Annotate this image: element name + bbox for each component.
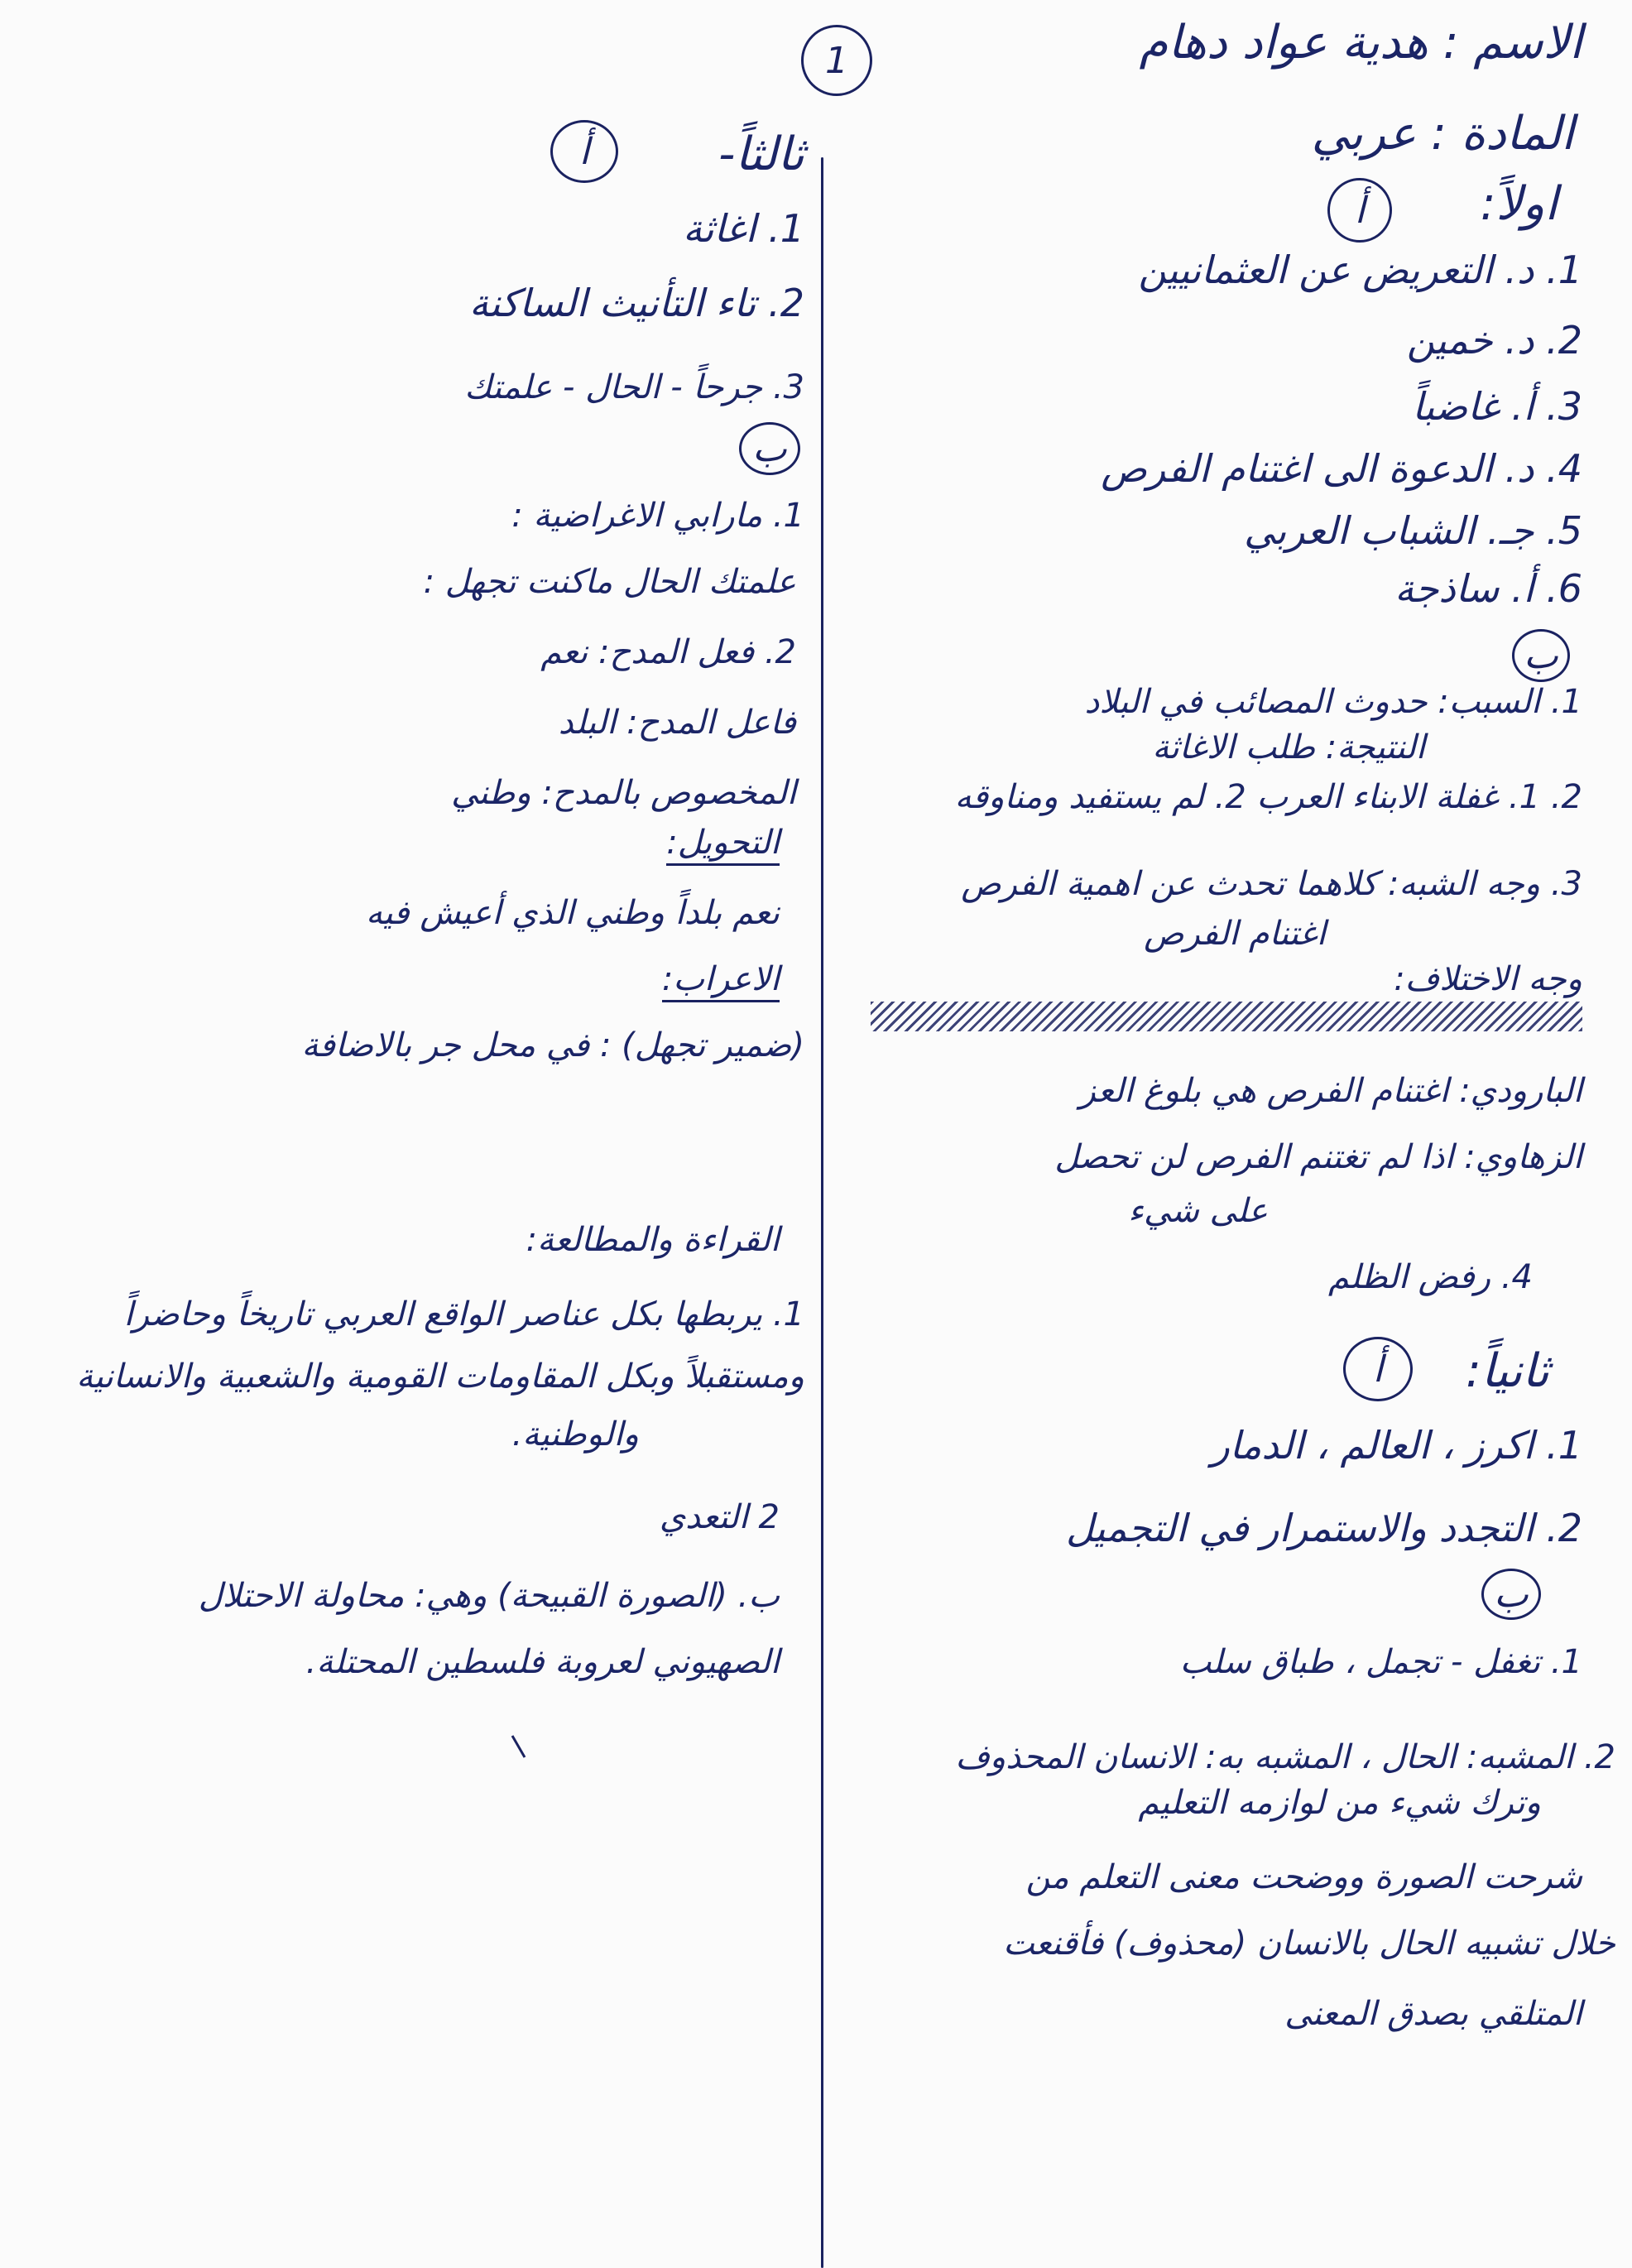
answer-1-1: 1. د. التعريض عن العثمانيين: [1138, 247, 1582, 292]
page-number: 1: [825, 39, 848, 82]
reading-1: 1. يربطها بكل عناصر الواقع العربي تاريخاً وحاضراً: [123, 1295, 804, 1333]
answer-b-2: 2. 1. غفلة الابناء العرب 2. لم يستفيد ومناوقه: [954, 778, 1582, 816]
section-two-b-mark: ب: [1481, 1569, 1541, 1620]
answer-3-2: 2. تاء التأنيث الساكنة: [468, 281, 804, 325]
tahweel-label: التحويل:: [666, 824, 780, 866]
answer-3b-1-cont: علمتك الحال ماكنت تجهل :: [423, 563, 796, 601]
reading-heading: القراءة والمطالعة:: [526, 1221, 780, 1259]
answer-2b-explain-3: المتلقي بصدق المعنى: [1284, 1995, 1582, 2033]
answer-b-3-zahawi: الزهاوي: اذا لم تغتنم الفرص لن تحصل: [1054, 1138, 1582, 1176]
crossed-out-line: [871, 1002, 1582, 1031]
subject-label: المادة : عربي: [1311, 107, 1574, 161]
answer-3b-2-obj: المخصوص بالمدح: وطني: [451, 774, 796, 812]
section-three-heading: ثالثاً-: [718, 127, 804, 181]
answer-2b-1: 1. تغفل - تجمل ، طباق سلب: [1179, 1643, 1582, 1681]
answer-b-3-barudi: البارودي: اغتنام الفرص هي بلوغ العز: [1079, 1072, 1582, 1110]
section-two-mark: أ: [1343, 1337, 1413, 1401]
section-two-heading: ثانياً:: [1465, 1344, 1549, 1398]
answer-3b-2-subj: فاعل المدح: البلد: [558, 704, 796, 742]
answer-2b-2-cont: وترك شيء من لوازمه التعليم: [1138, 1784, 1541, 1822]
answer-3b-1: 1. مارابي الاغراضية :: [511, 497, 804, 535]
column-divider: [821, 157, 823, 2268]
answer-3-1: 1. اغاثة: [683, 206, 804, 251]
pen-mark: [511, 1735, 526, 1757]
part-b-mark: ب: [1512, 629, 1570, 682]
answer-2b-explain-1: شرحت الصورة ووضحت معنى التعلم من: [1025, 1858, 1582, 1896]
taadi-1-cont: الصهيوني لعروبة فلسطين المحتلة.: [305, 1643, 780, 1681]
reading-1-end: والوطنية.: [511, 1415, 639, 1454]
iraab-text: (ضمير تجهل) : في محل جر بالاضافة: [301, 1026, 804, 1064]
section-one-mark: أ: [1327, 178, 1392, 243]
answer-b-3: 3. وجه الشبه: كلاهما تحدث عن اهمية الفرص: [961, 865, 1582, 903]
student-name: الاسم : هدية عواد دهام: [1139, 16, 1582, 70]
answer-b-4: 4. رفض الظلم: [1327, 1258, 1533, 1296]
section-three-mark: أ: [550, 120, 618, 183]
answer-1-4: 4. د. الدعوة الى اغتنام الفرص: [1101, 446, 1582, 491]
answer-3-3: 3. جرحاً - الحال - علمتك: [464, 368, 804, 406]
answer-2b-2: 2. المشبه: الحال ، المشبه به: الانسان المحذوف: [955, 1738, 1615, 1776]
answer-2-2: 2. التجدد والاستمرار في التجميل: [1065, 1506, 1582, 1550]
taadi-1: ب. (الصورة القبيحة) وهي: محاولة الاحتلال: [198, 1577, 780, 1615]
taadi-heading: 2 التعدي: [659, 1498, 780, 1536]
answer-b-1-result: النتيجة: طلب الاغاثة: [1152, 728, 1425, 766]
answer-b-3-diff: وجه الاختلاف:: [1394, 960, 1582, 998]
answer-1-6: 6. أ. ساذجة: [1394, 566, 1582, 611]
answer-b-3-zahawi-cont: على شيء: [1128, 1192, 1268, 1230]
answer-3b-2: 2. فعل المدح: نعم: [540, 633, 796, 671]
answer-2-1: 1. اكرز ، العالم ، الدمار: [1211, 1423, 1582, 1468]
iraab-label: الاعراب:: [662, 960, 780, 1002]
reading-1-cont: ومستقبلاً وبكل المقاومات القومية والشعبية والانسانية: [76, 1357, 804, 1396]
answer-b-3-cont: اغتنام الفرص: [1144, 915, 1326, 953]
page-number-circle: [801, 25, 872, 96]
answer-1-2: 2. د. خمين: [1406, 318, 1582, 363]
answer-2b-explain-2: خلال تشبيه الحال بالانسان (محذوف) فأقنعت: [1003, 1924, 1615, 1963]
answer-b-1: 1. السبب: حدوث المصائب في البلاد: [1084, 683, 1582, 721]
section-one-heading: اولاً:: [1480, 177, 1558, 231]
tahweel-text: نعم بلداً وطني الذي أعيش فيه: [366, 894, 780, 932]
section-three-b-mark: ب: [739, 422, 800, 475]
answer-1-5: 5. جـ. الشباب العربي: [1244, 508, 1582, 553]
answer-1-3: 3. أ. غاضباً: [1412, 384, 1582, 429]
